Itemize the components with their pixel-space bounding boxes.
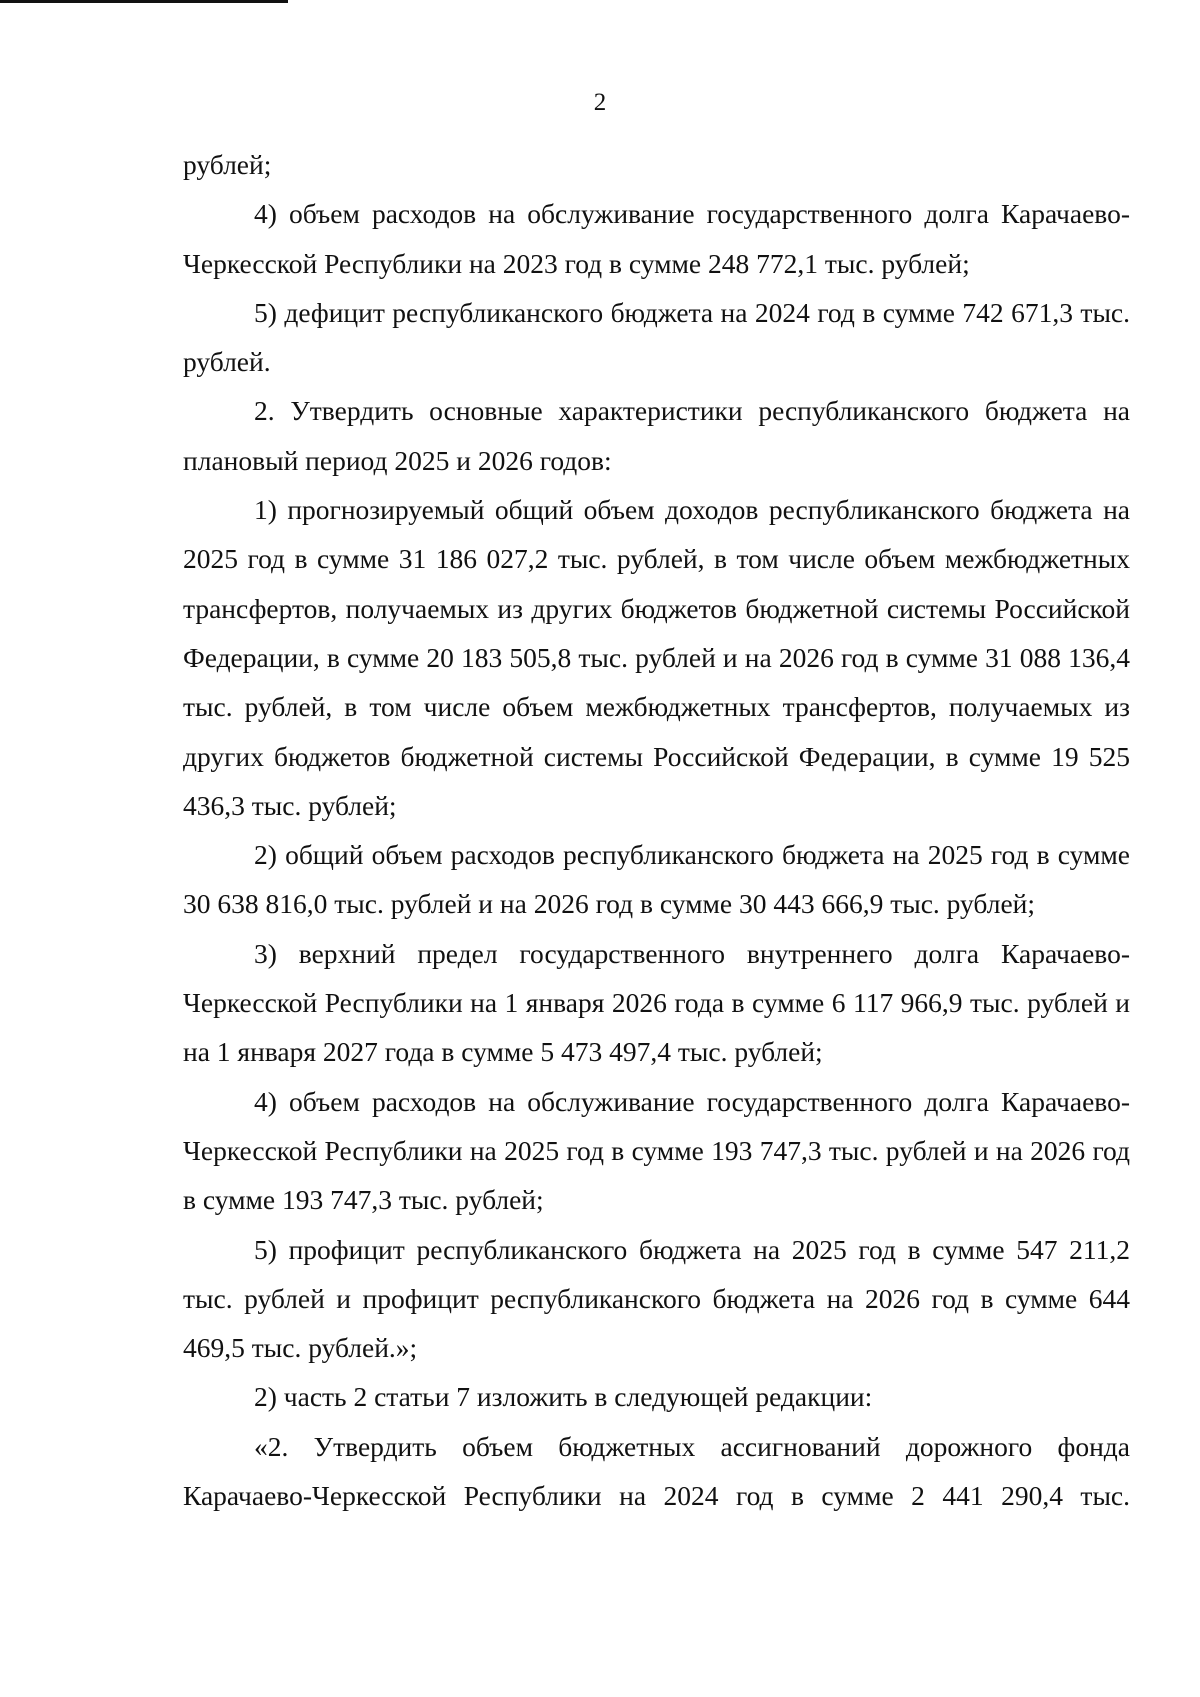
paragraph: «2. Утвердить объем бюджетных ассигнований дорожного фонда Карачаево-Черкесской Республики на 2024 год в сумме 2 441 290,4 тыс. [183, 1430, 1130, 1512]
paragraph: 4) объем расходов на обслуживание государственного долга Карачаево-Черкесской Республики на 2023 год в сумме 248 772,1 тыс. рублей; [183, 198, 1130, 279]
paragraph: 5) дефицит республиканского бюджета на 2024 год в сумме 742 671,3 тыс. рублей. [183, 296, 1130, 378]
paragraph: 2) часть 2 статьи 7 изложить в следующей редакции: [254, 1381, 873, 1413]
scan-edge-mark [0, 0, 288, 3]
paragraph: 5) профицит республиканского бюджета на 2025 год в сумме 547 211,2 тыс. рублей и профицит республиканского бюджета на 2026 год в сумме 644 469,5 тыс. рублей.»; [183, 1233, 1130, 1364]
paragraph: 2. Утвердить основные характеристики республиканского бюджета на плановый период 2025 и 2026 годов: [183, 395, 1130, 476]
paragraph: 1) прогнозируемый общий объем доходов республиканского бюджета на 2025 год в сумме 31 186 027,2 тыс. рублей, в том числе объем межбюджетных трансфертов, получаемых из других бюджетов бюджетной системы Российской Федерации, в сумме 20 183 505,8 тыс. рублей и на 2026 год в сумме 31 088 136,4 тыс. рублей, в том числе объем межбюджетных трансфертов, получаемых из других бюджетов бюджетной системы Российской Федерации, в сумме 19 525 436,3 тыс. рублей; [183, 494, 1130, 821]
paragraph: рублей; [183, 149, 272, 180]
paragraph: 4) объем расходов на обслуживание государственного долга Карачаево-Черкесской Республики на 2025 год в сумме 193 747,3 тыс. рублей и на 2026 год в сумме 193 747,3 тыс. рублей; [183, 1085, 1130, 1216]
paragraph: 3) верхний предел государственного внутреннего долга Карачаево-Черкесской Республики на 1 января 2026 года в сумме 6 117 966,9 тыс. рублей и на 1 января 2027 года в сумме 5 473 497,4 тыс. рублей; [183, 937, 1130, 1068]
document-body [183, 140, 1130, 1520]
paragraph: 2) общий объем расходов республиканского бюджета на 2025 год в сумме 30 638 816,0 тыс. рублей и на 2026 год в сумме 30 443 666,9 тыс. рублей; [183, 839, 1130, 920]
page-number: 2 [593, 89, 607, 116]
